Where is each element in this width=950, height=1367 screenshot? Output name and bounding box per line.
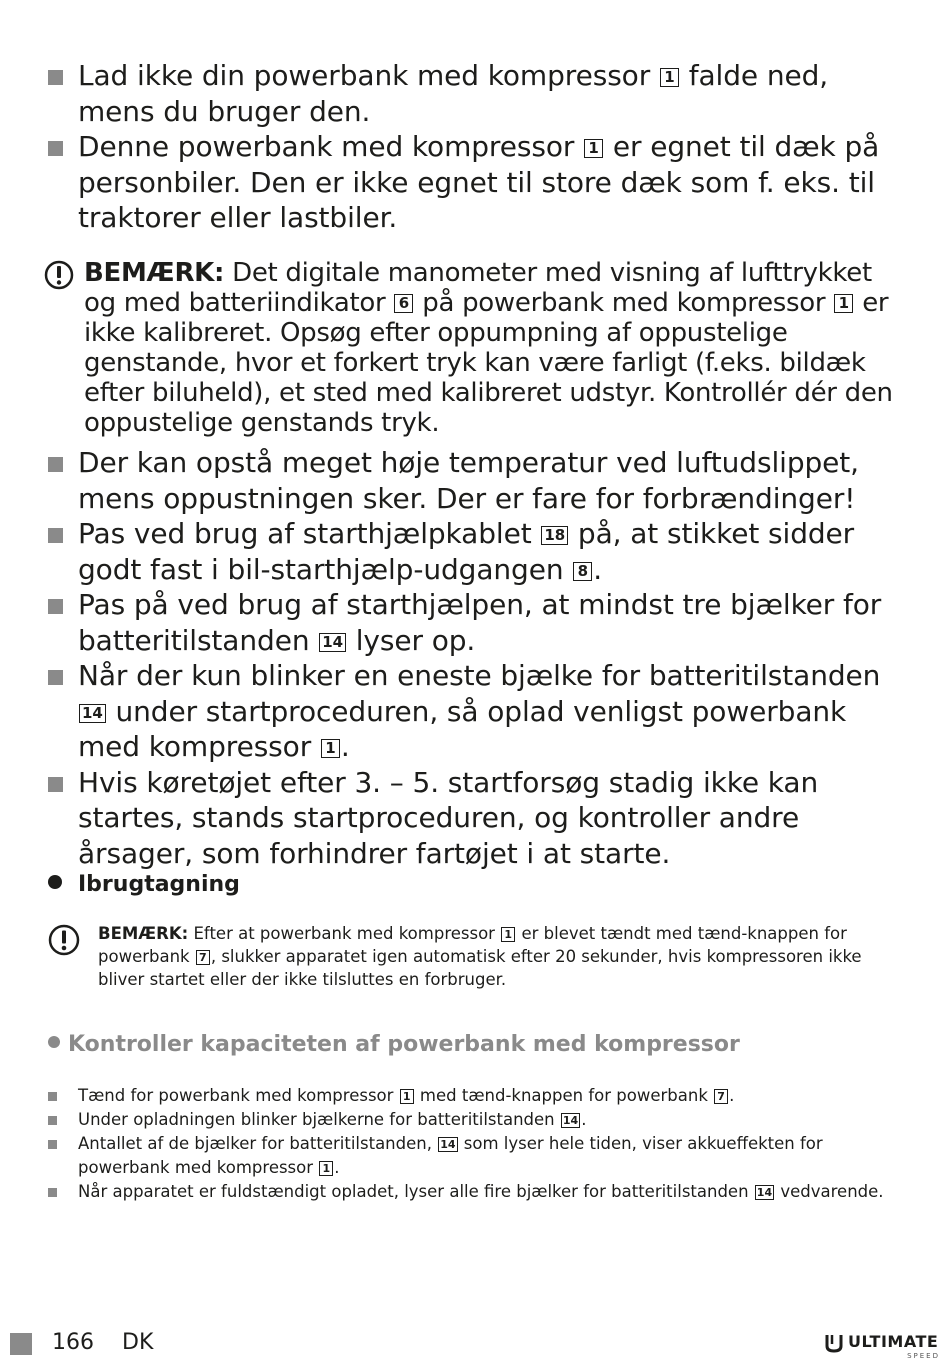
square-bullet-icon [48, 1116, 57, 1125]
list-item [48, 516, 908, 587]
note-text: BEMÆRK: Efter at powerbank med kompressor 1 er blevet tændt med tænd-knappen for powerbank 7 , slukker apparatet igen automatisk efter 20 sekunder, hvis kompressoren ikke bliver startet eller der ikke tilsluttes en forbruger. [98, 924, 862, 989]
note-text: BEMÆRK: Det digitale manometer med visning af lufttrykket og med batteriindikator 6 på powerbank med kompressor 1 er ikke kalibreret. Opsøg efter oppumpning af oppustelige genstande, hvor et forkert tryk kan være farligt (f.eks. bildæk efter biluheld), et sted med kalibreret udstyr. Kontrollér dér den oppustelige genstands tryk. [84, 258, 893, 438]
note-block-large [44, 258, 904, 438]
list-item [48, 1180, 918, 1204]
bullet-dot-icon [48, 1036, 60, 1048]
reference-number-box: 1 [584, 139, 603, 158]
bullet-list-small [48, 1084, 918, 1204]
reference-number-box: 1 [400, 1089, 414, 1104]
bullet-list-top [48, 58, 908, 236]
language-code: DK [122, 1330, 154, 1355]
note-label: BEMÆRK: [84, 258, 225, 288]
list-item [48, 129, 908, 236]
square-bullet-icon [48, 777, 63, 792]
square-bullet-icon [48, 528, 63, 543]
list-item [48, 58, 908, 129]
reference-number-box: 1 [321, 739, 340, 758]
reference-number-box: 14 [440, 1138, 456, 1151]
list-item [48, 1084, 918, 1108]
brand-logo [818, 1330, 940, 1364]
square-bullet-icon [48, 70, 63, 85]
reference-number-box: 1 [660, 68, 679, 87]
logo-subtext: SPEED [907, 1352, 940, 1360]
reference-number-box: 18 [541, 526, 568, 545]
reference-number-box: 8 [573, 562, 592, 581]
reference-number-box: 14 [79, 704, 106, 723]
reference-number-box: 7 [196, 950, 210, 965]
list-item [48, 1132, 918, 1180]
note-block-small [48, 922, 908, 991]
square-bullet-icon [48, 141, 63, 156]
list-item-text: Tænd for powerbank med kompressor 1 med tænd-knappen for powerbank 7 . [78, 1086, 735, 1105]
logo-mark-icon [824, 1332, 844, 1354]
list-item [48, 765, 908, 872]
reference-number-box: 1 [501, 927, 515, 942]
section-heading-ibrugtagning: Ibrugtagning [48, 872, 240, 897]
reference-number-box: 14 [319, 633, 346, 652]
reference-number-box: 7 [714, 1089, 728, 1104]
list-item-text: Under opladningen blinker bjælkerne for batteritilstanden 14 . [78, 1110, 587, 1129]
square-bullet-icon [48, 599, 63, 614]
list-item [48, 445, 908, 516]
exclamation-circle-icon [48, 924, 80, 956]
square-bullet-icon [48, 670, 63, 685]
exclamation-circle-icon [44, 260, 74, 290]
list-item-text: Når der kun blinker en eneste bjælke for batteritilstanden 14 under startproceduren, så oplad venligst powerbank med kompressor 1 . [78, 659, 881, 763]
square-bullet-icon [48, 1188, 57, 1197]
bullet-dot-icon [48, 875, 62, 889]
list-item-text: Pas på ved brug af starthjælpen, at mindst tre bjælker for batteritilstanden 14 lyser op. [78, 588, 882, 657]
footer-square-icon [10, 1333, 32, 1355]
list-item-text: Denne powerbank med kompressor 1 er egnet til dæk på personbiler. Den er ikke egnet til store dæk som f. eks. til traktorer eller lastbiler. [78, 130, 880, 234]
reference-number-box: 14 [756, 1186, 773, 1199]
bullet-list-mid [48, 445, 908, 871]
list-item [48, 587, 908, 658]
list-item-text: Når apparatet er fuldstændigt opladet, lyser alle fire bjælker for batteritilstanden 14 vedvarende. [78, 1182, 884, 1201]
logo-text: ULTIMATE [848, 1332, 939, 1351]
section-heading-kapacitet: Kontroller kapaciteten af powerbank med kompressor [48, 1032, 740, 1057]
list-item-text: Antallet af de bjælker for batteritilstanden, 14 som lyser hele tiden, viser akkueffekten for powerbank med kompressor 1 . [78, 1134, 823, 1177]
list-item [48, 1108, 918, 1132]
page-number: 166 [52, 1330, 94, 1355]
list-item-text: Pas ved brug af starthjælpkablet 18 på, at stikket sidder godt fast i bil-starthjælp-udgangen 8 . [78, 517, 855, 586]
list-item-text: Hvis køretøjet efter 3. – 5. startforsøg stadig ikke kan startes, stands startproceduren, og kontroller andre årsager, som forhindrer fartøjet i at starte. [78, 765, 819, 870]
reference-number-box: 1 [319, 1161, 333, 1176]
square-bullet-icon [48, 1140, 57, 1149]
reference-number-box: 1 [834, 294, 853, 313]
reference-number-box: 14 [562, 1114, 579, 1127]
page-footer [10, 1330, 940, 1366]
list-item-text: Der kan opstå meget høje temperatur ved luftudslippet, mens oppustningen sker. Der er fare for forbrændinger! [78, 446, 859, 515]
reference-number-box: 6 [394, 294, 413, 313]
square-bullet-icon [48, 1092, 57, 1101]
square-bullet-icon [48, 457, 63, 472]
list-item-text: Lad ikke din powerbank med kompressor 1 falde ned, mens du bruger den. [78, 59, 829, 128]
list-item [48, 658, 908, 765]
note-label: BEMÆRK: [98, 924, 189, 943]
